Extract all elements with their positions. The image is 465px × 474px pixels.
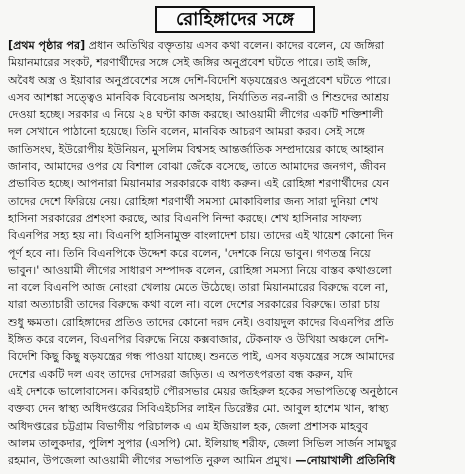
article-line: প্রভাবিত হচ্ছে। আপনারা মিয়ানমার সরকারকে বাধ্য করুন। এই রোহিঙ্গা শরণার্থীদের যেন bbox=[8, 177, 390, 191]
article-line: অবৈধ অস্ত্র ও ইয়াবার অনুপ্রবেশের সঙ্গে দেশি-বিদেশি ষড়যন্ত্রেরও অনুপ্রবেশ ঘটতে পারে। bbox=[8, 73, 391, 87]
article-line: মিয়ানমারের সংকট, শরণার্থীদের সঙ্গে সেই জঙ্গির অনুপ্রবেশ ঘটতে পারে। তাই জঙ্গি, bbox=[8, 56, 372, 70]
article-line: দেওয়া হচ্ছে। সরকার এ নিয়ে ২৪ ঘণ্টা কাজ করছে। আওয়ামী লীগের একটি শক্তিশালী bbox=[8, 108, 384, 122]
article-line: পূর্ণ হবে না। তিনি বিএনপিকে উদ্দেশ করে বলেন, 'দেশকে নিয়ে ভাবুন। গণতন্ত্র নিয়ে bbox=[8, 246, 371, 260]
article-line: জানাব, আমাদের ওপর যে বিশাল বোঝা জেঁকে বসেছে, তাতে আমাদের জনগণ, জীবন bbox=[8, 160, 387, 174]
article-line bbox=[8, 37, 460, 54]
article-line: তাদের দেশে ফিরিয়ে নেয়। রোহিঙ্গা শরণার্থী সমস্যা মোকাবিলার জন্য সারা দুনিয়া শেখ bbox=[8, 194, 378, 208]
article-line: শুধু ক্ষমতা। রোহিঙ্গাদের প্রতিও তাদের কোনো দরদ নেই। ওবায়দুল কাদের বিএনপির প্রতি bbox=[8, 315, 394, 329]
headline: রোহিঙ্গাদের সঙ্গে bbox=[175, 8, 295, 30]
byline: —নোয়াখালী প্রতিনিধি bbox=[291, 454, 396, 468]
headline-box bbox=[155, 6, 315, 33]
article-line: হাসিনা সরকারের প্রশংসা করছে, আর বিএনপি নিন্দা করছে। শেখ হাসিনার সাফল্য bbox=[8, 211, 362, 225]
article-line: বিদেশি কিছু কিছু ষড়যন্ত্রের গন্ধ পাওয়া যাচ্ছে। শুনতে পাই, এসব ষড়যন্ত্রের সঙ্গে আমাদের bbox=[8, 350, 395, 364]
article-line: আলম তালুকদার, পুলিশ সুপার (এসপি) মো. ইলিয়াছ শরীফ, জেলা সিভিল সার্জন সামছুর bbox=[8, 436, 397, 450]
article-line: ইঙ্গিত করে বলেন, বিএনপির বিরুদ্ধে নিয়ে কক্সবাজার, টেকনাফ ও উখিয়া অঞ্চলে দেশি- bbox=[8, 333, 389, 347]
article-line: বিএনপির সহ্য হয় না। বিএনপি হাসিনামুক্ত বাংলাদেশ চায়। তাদের এই খায়েশ কোনো দিন bbox=[8, 229, 394, 243]
article-line: যারা অত্যাচারী তাদের বিরুদ্ধে কথা বলে না। বলে দেশের সরকারের বিরুদ্ধে। তারা চায় bbox=[8, 298, 380, 312]
article-line bbox=[8, 452, 460, 469]
article-line: না বলে বিএনপি আজ নোংরা খেলায় মেতে উঠেছে। তারা মিয়ানমারের বিরুদ্ধে বলে না, bbox=[8, 281, 389, 295]
article-line: দল সেখানে পাঠানো হয়েছে। তিনি বলেন, মানবিক আচরণ আমরা করব। সেই সঙ্গে bbox=[8, 125, 365, 139]
article-line-text: রহমান, উপজেলা আওয়ামী লীগের সভাপতি নুরুল আমিন প্রমুখ। bbox=[8, 454, 292, 468]
article-line: দেশের একটি দল এবং তাদের দোসররা জড়িত। এ অপতৎপরতা বন্ধ করুন, যদি bbox=[8, 367, 353, 381]
article-body bbox=[8, 37, 460, 469]
article-line-text: প্রধান অতিথির বক্তৃতায় এসব কথা বলেন। কাদের বলেন, যে জঙ্গিরা bbox=[85, 39, 385, 52]
article-line: এসব আশঙ্কা সত্ত্বেও মানবিক বিবেচনায় অসহায়, নির্যাতিত নর-নারী ও শিশুদের আশ্রয় bbox=[8, 90, 389, 104]
article-line: জাতিসংঘ, ইউরোপীয় ইউনিয়ন, মুসলিম বিশ্বসহ আন্তর্জাতিক সম্প্রদায়ের কাছে আহ্বান bbox=[8, 142, 384, 156]
article-line: ভাবুন।' আওয়ামী লীগের সাধারণ সম্পাদক বলেন, রোহিঙ্গা সমস্যা নিয়ে বাস্তব কথাগুলো bbox=[8, 263, 392, 277]
article-line: এই দেশকে ভালোবাসেন। কবিরহাট পৌরসভার মেয়র জহিরুল হকের সভাপতিত্বে অনুষ্ঠানে bbox=[8, 384, 398, 398]
continued-from-marker: [প্রথম পৃষ্ঠার পর] bbox=[8, 39, 86, 52]
article-line: বক্তব্য দেন স্বাস্থ্য অধিদপ্তরের সিবিএইচসির লাইন ডিরেক্টর মো. আবুল হাশেম খান, স্বাস্থ্য bbox=[8, 402, 389, 416]
article-line: অধিদপ্তরের চট্টগ্রাম বিভাগীয় পরিচালক এ এম ইজিয়াল হক, জেলা প্রশাসক মাহবুব bbox=[8, 419, 369, 433]
